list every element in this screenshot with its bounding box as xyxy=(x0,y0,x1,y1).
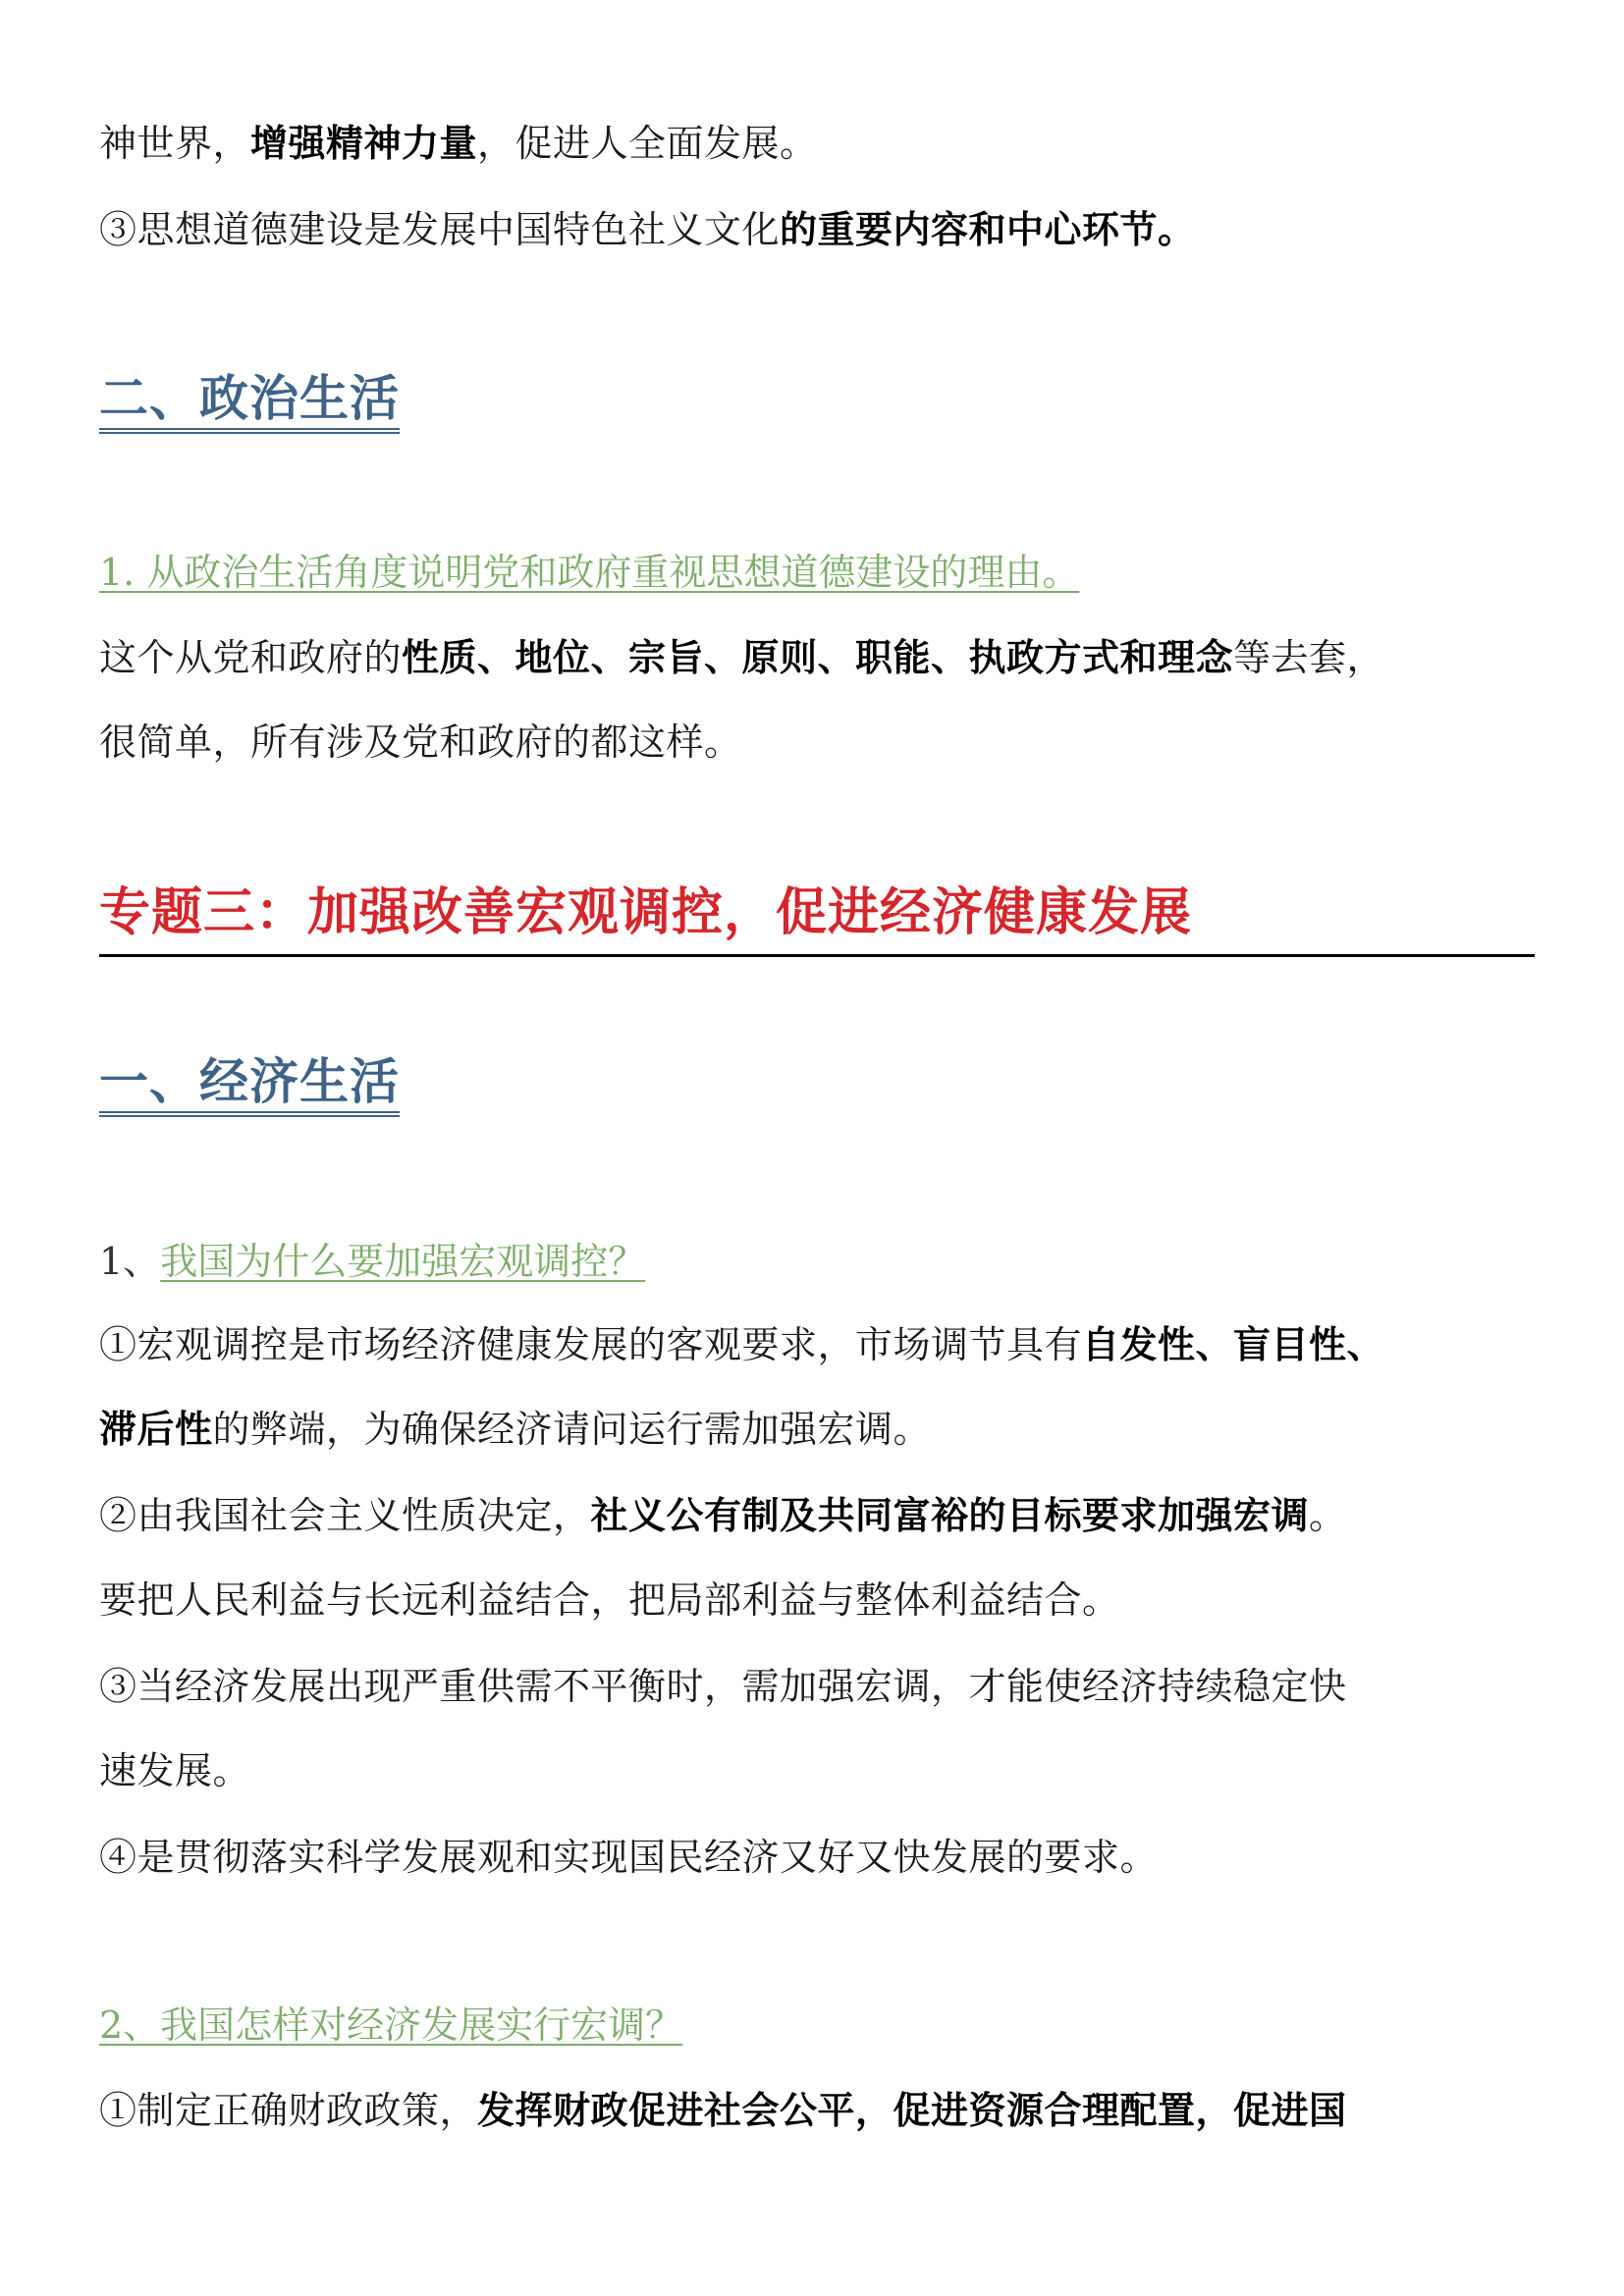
bold-text: 增强精神力量 xyxy=(250,122,478,165)
text: ①宏观调控是市场经济健康发展的客观要求，市场调节具有 xyxy=(99,1323,1083,1366)
text: ③思想道德建设是发展中国特色社义文化 xyxy=(99,208,781,251)
paragraph-line: ④是贯彻落实科学发展观和实现国民经济又好又快发展的要求。 xyxy=(99,1836,1159,1879)
paragraph-line xyxy=(99,1323,1533,1366)
paragraph-line: ③当经济发展出现严重供需不平衡时，需加强宏调，才能使经济持续稳定快 xyxy=(99,1665,1347,1708)
text: ①制定正确财政政策， xyxy=(99,2089,478,2132)
question-title-3: 2、我国怎样对经济发展实行宏调？ xyxy=(99,2003,683,2047)
question-text: 我国为什么要加强宏观调控？ xyxy=(160,1240,646,1283)
topic-heading: 专题三：加强改善宏观调控，促进经济健康发展 xyxy=(99,881,1535,957)
paragraph-line: 要把人民利益与长远利益结合，把局部利益与整体利益结合。 xyxy=(99,1578,1120,1622)
bold-text: 滞后性 xyxy=(99,1408,213,1451)
paragraph-line xyxy=(99,122,1533,165)
text: 这个从党和政府的 xyxy=(99,636,403,679)
bold-text: 性质、地位、宗旨、原则、职能、执政方式和理念 xyxy=(402,636,1234,679)
bold-text: 的重要内容和中心环节。 xyxy=(780,208,1196,251)
paragraph-line: 很简单，所有涉及党和政府的都这样。 xyxy=(99,721,742,764)
bold-text: 发挥财政促进社会公平，促进资源合理配置，促进国 xyxy=(477,2089,1347,2132)
question-number: 1、 xyxy=(99,1240,161,1283)
section-heading-economy: 一、经济生活 xyxy=(99,1052,400,1117)
paragraph-line xyxy=(99,208,1533,251)
bold-text: 社义公有制及共同富裕的目标要求加强宏调 xyxy=(590,1494,1310,1537)
text: 的弊端，为确保经济请问运行需加强宏调。 xyxy=(212,1408,932,1451)
paragraph-line xyxy=(99,1408,1533,1451)
text: 。 xyxy=(1309,1494,1347,1537)
question-title-1: 1. 从政治生活角度说明党和政府重视思想道德建设的理由。 xyxy=(99,551,1080,594)
paragraph-line: 速发展。 xyxy=(99,1749,251,1792)
paragraph-line xyxy=(99,1494,1533,1537)
paragraph-line xyxy=(99,2089,1533,2132)
paragraph-line xyxy=(99,636,1533,679)
text: 等去套， xyxy=(1233,636,1385,679)
text: ，促进人全面发展。 xyxy=(477,122,818,165)
text: 神世界， xyxy=(99,122,251,165)
question-title-2 xyxy=(99,1239,645,1284)
section-heading-politics: 二、政治生活 xyxy=(99,369,400,434)
bold-text: 自发性、盲目性、 xyxy=(1082,1323,1385,1366)
text: ②由我国社会主义性质决定， xyxy=(99,1494,591,1537)
